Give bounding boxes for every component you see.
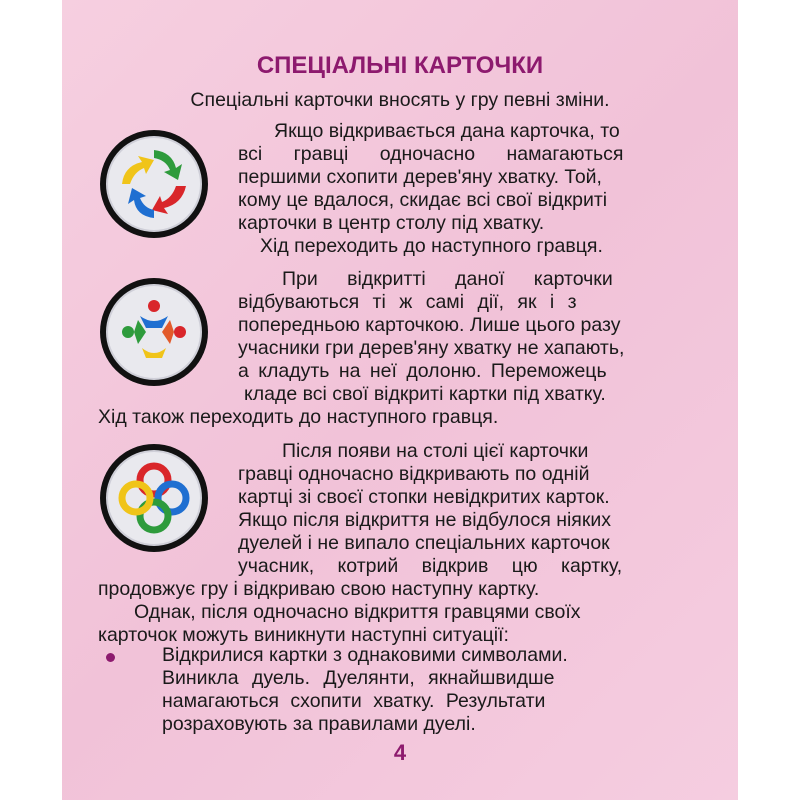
arrows-swirl-card-icon (100, 130, 208, 238)
interlocked-rings-card-icon (100, 444, 208, 552)
page-number: 4 (393, 740, 407, 765)
section-2-last-line: Хід також переходить до наступного гравця. (98, 406, 499, 428)
section-3-text: Після появи на столі цієї карточки гравці одночасно відкривають по одній картці зі своєї стопки невідкритих карток. Якщо після відкриття не відбулося ніяких дуелей і не випало спеціальних карточок учасник, котрий відкрив цю картку, (238, 440, 623, 577)
section-3-continued-text: продовжує гру і відкриваю свою наступну картку. Однак, після одночасно відкриття гравцями своїх карточок можуть виникнути наступні ситуації: (98, 578, 581, 646)
page-title: СПЕЦІАЛЬНІ КАРТОЧКИ (256, 52, 544, 79)
bullet-item-text: Відкрилися картки з однаковими символами. Виникла дуель. Дуелянти, якнайшвидше намагаються схопити хватку. Результати розраховують за правилами дуелі. (162, 644, 568, 735)
section-2-text: При відкритті даної карточки відбуваються ті ж самі дії, як і з попередньою карточкою. Лише цього разу учасники гри дерев'яну хватку не хапають, а кладуть на неї долоню. Переможець кладе всі свої відкриті картки під хватку. (238, 268, 625, 405)
intro-text: Спеціальні карточки вносять у гру певні зміни. (190, 89, 610, 111)
people-circle-card-icon (100, 278, 208, 386)
section-1-text: Якщо відкривається дана карточка, то всі гравці одночасно намагаються першими схопити дерев'яну хватку. Той, кому це вдалося, скидає всі свої відкриті карточки в центр столу під хватку. Хід переходить до наступного гравця. (238, 120, 624, 257)
page (62, 0, 738, 800)
bullet-icon (106, 653, 115, 662)
